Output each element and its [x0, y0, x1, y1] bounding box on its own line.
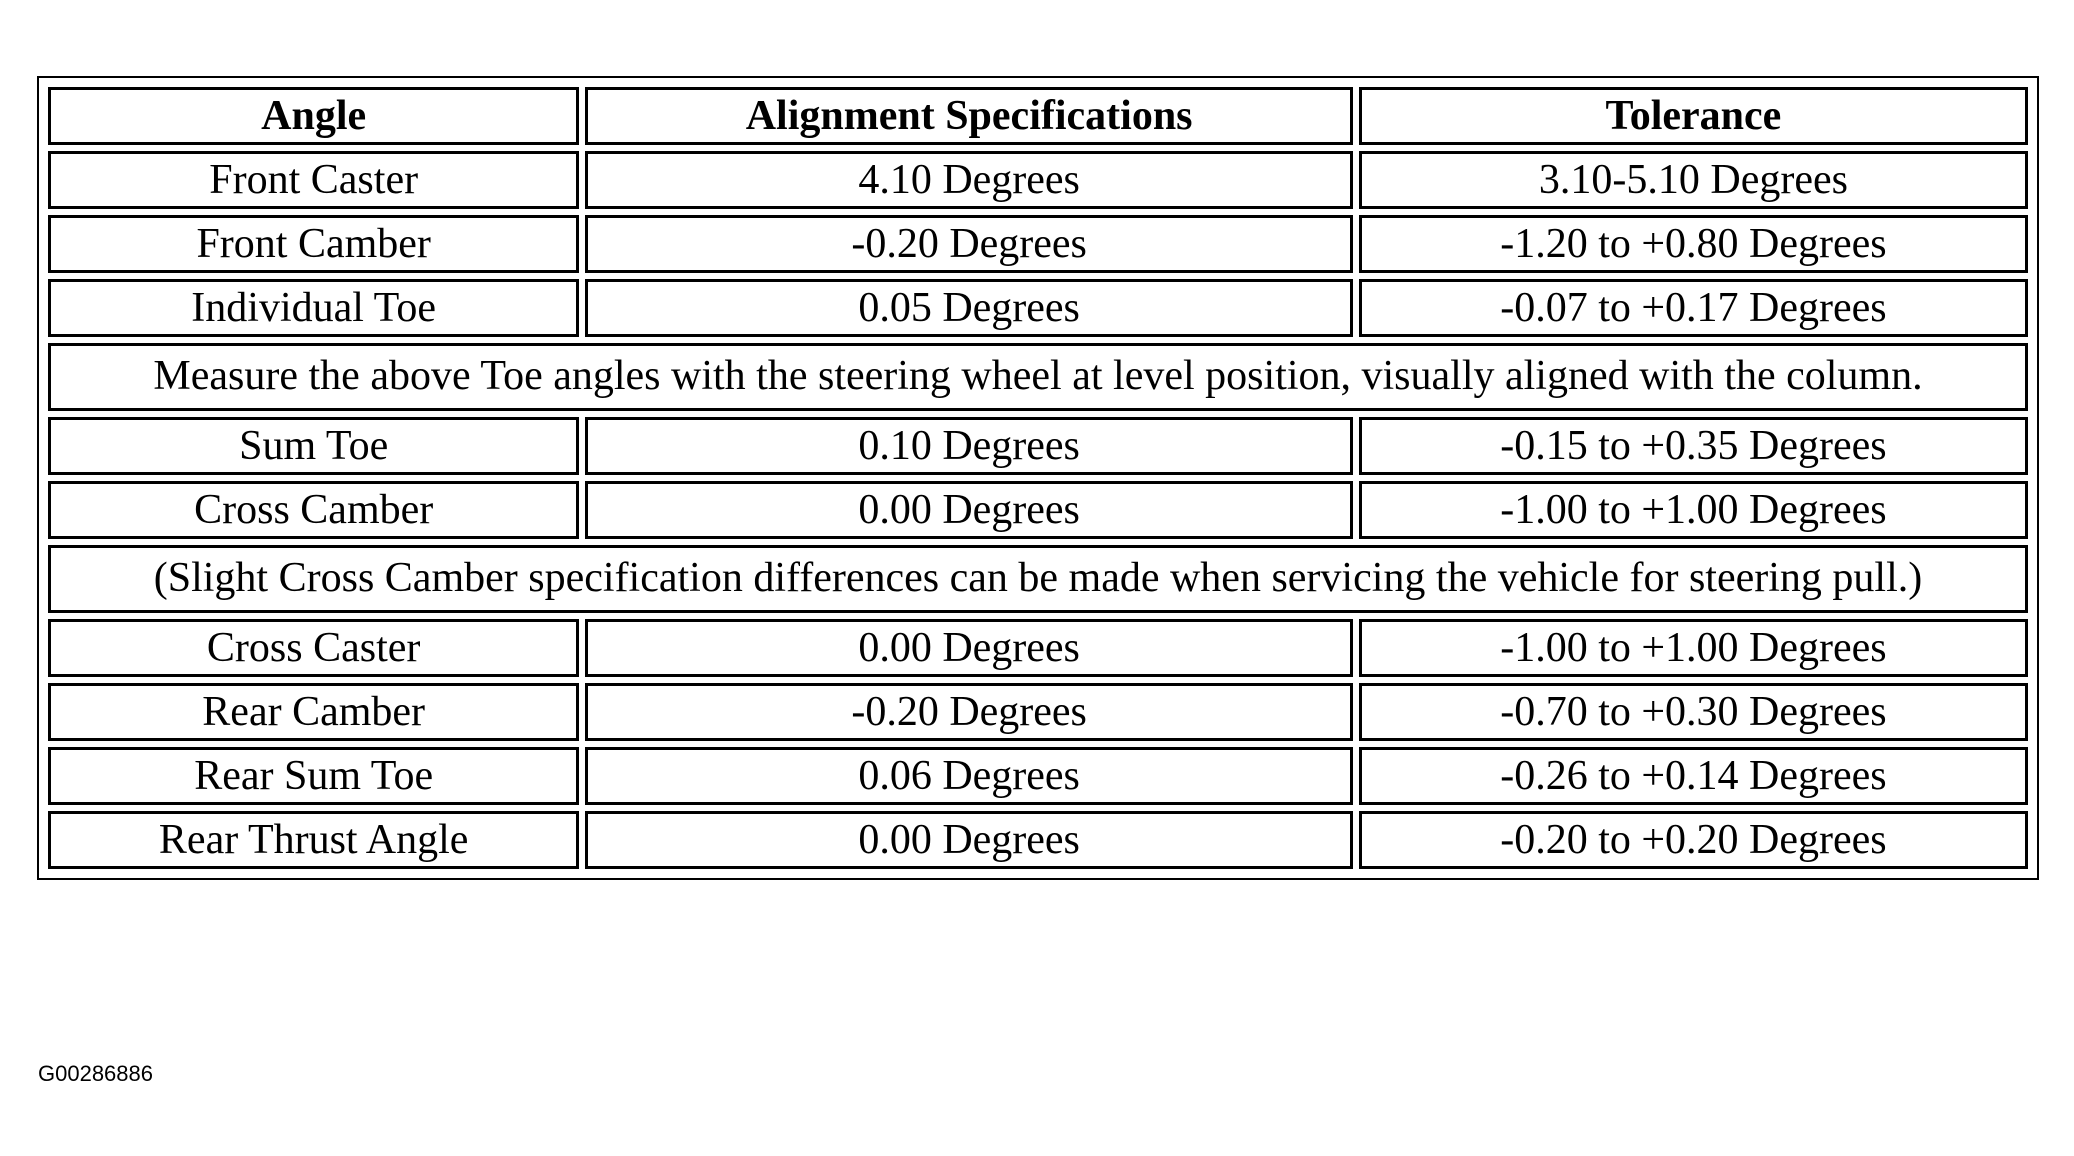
tolerance-cell: -1.00 to +1.00 Degrees — [1359, 619, 2028, 677]
angle-cell: Front Camber — [48, 215, 579, 273]
note-row-toe — [48, 343, 2028, 411]
tolerance-cell: -0.70 to +0.30 Degrees — [1359, 683, 2028, 741]
header-angle: Angle — [48, 87, 579, 145]
spec-cell: 0.00 Degrees — [585, 811, 1353, 869]
angle-cell: Rear Sum Toe — [48, 747, 579, 805]
spec-cell: -0.20 Degrees — [585, 683, 1353, 741]
table-row — [48, 215, 2028, 273]
angle-cell: Sum Toe — [48, 417, 579, 475]
alignment-spec-table — [42, 81, 2034, 875]
tolerance-cell: 3.10-5.10 Degrees — [1359, 151, 2028, 209]
angle-cell: Individual Toe — [48, 279, 579, 337]
table-row — [48, 279, 2028, 337]
angle-cell: Cross Camber — [48, 481, 579, 539]
table-row — [48, 417, 2028, 475]
note-row-cross-camber — [48, 545, 2028, 613]
tolerance-cell: -1.20 to +0.80 Degrees — [1359, 215, 2028, 273]
angle-cell: Cross Caster — [48, 619, 579, 677]
tolerance-cell: -0.20 to +0.20 Degrees — [1359, 811, 2028, 869]
spec-cell: 4.10 Degrees — [585, 151, 1353, 209]
figure-id-caption: G00286886 — [38, 1061, 153, 1086]
tolerance-cell: -0.07 to +0.17 Degrees — [1359, 279, 2028, 337]
table-row — [48, 683, 2028, 741]
tolerance-cell: -0.15 to +0.35 Degrees — [1359, 417, 2028, 475]
angle-cell: Rear Thrust Angle — [48, 811, 579, 869]
spec-cell: 0.00 Degrees — [585, 619, 1353, 677]
table-row — [48, 747, 2028, 805]
spec-cell: 0.05 Degrees — [585, 279, 1353, 337]
angle-cell: Front Caster — [48, 151, 579, 209]
table-row — [48, 619, 2028, 677]
header-row — [48, 87, 2028, 145]
angle-cell: Rear Camber — [48, 683, 579, 741]
spec-cell: 0.10 Degrees — [585, 417, 1353, 475]
alignment-spec-table-frame — [37, 76, 2039, 880]
spec-cell: -0.20 Degrees — [585, 215, 1353, 273]
header-alignment-specifications: Alignment Specifications — [585, 87, 1353, 145]
tolerance-cell: -0.26 to +0.14 Degrees — [1359, 747, 2028, 805]
spec-cell: 0.00 Degrees — [585, 481, 1353, 539]
table-row — [48, 151, 2028, 209]
table-row — [48, 811, 2028, 869]
header-tolerance: Tolerance — [1359, 87, 2028, 145]
spec-cell: 0.06 Degrees — [585, 747, 1353, 805]
tolerance-cell: -1.00 to +1.00 Degrees — [1359, 481, 2028, 539]
cross-camber-note: (Slight Cross Camber specification differences can be made when servicing the vehicle for steering pull.) — [48, 545, 2028, 613]
toe-measurement-note: Measure the above Toe angles with the steering wheel at level position, visually aligned with the column. — [48, 343, 2028, 411]
table-row — [48, 481, 2028, 539]
